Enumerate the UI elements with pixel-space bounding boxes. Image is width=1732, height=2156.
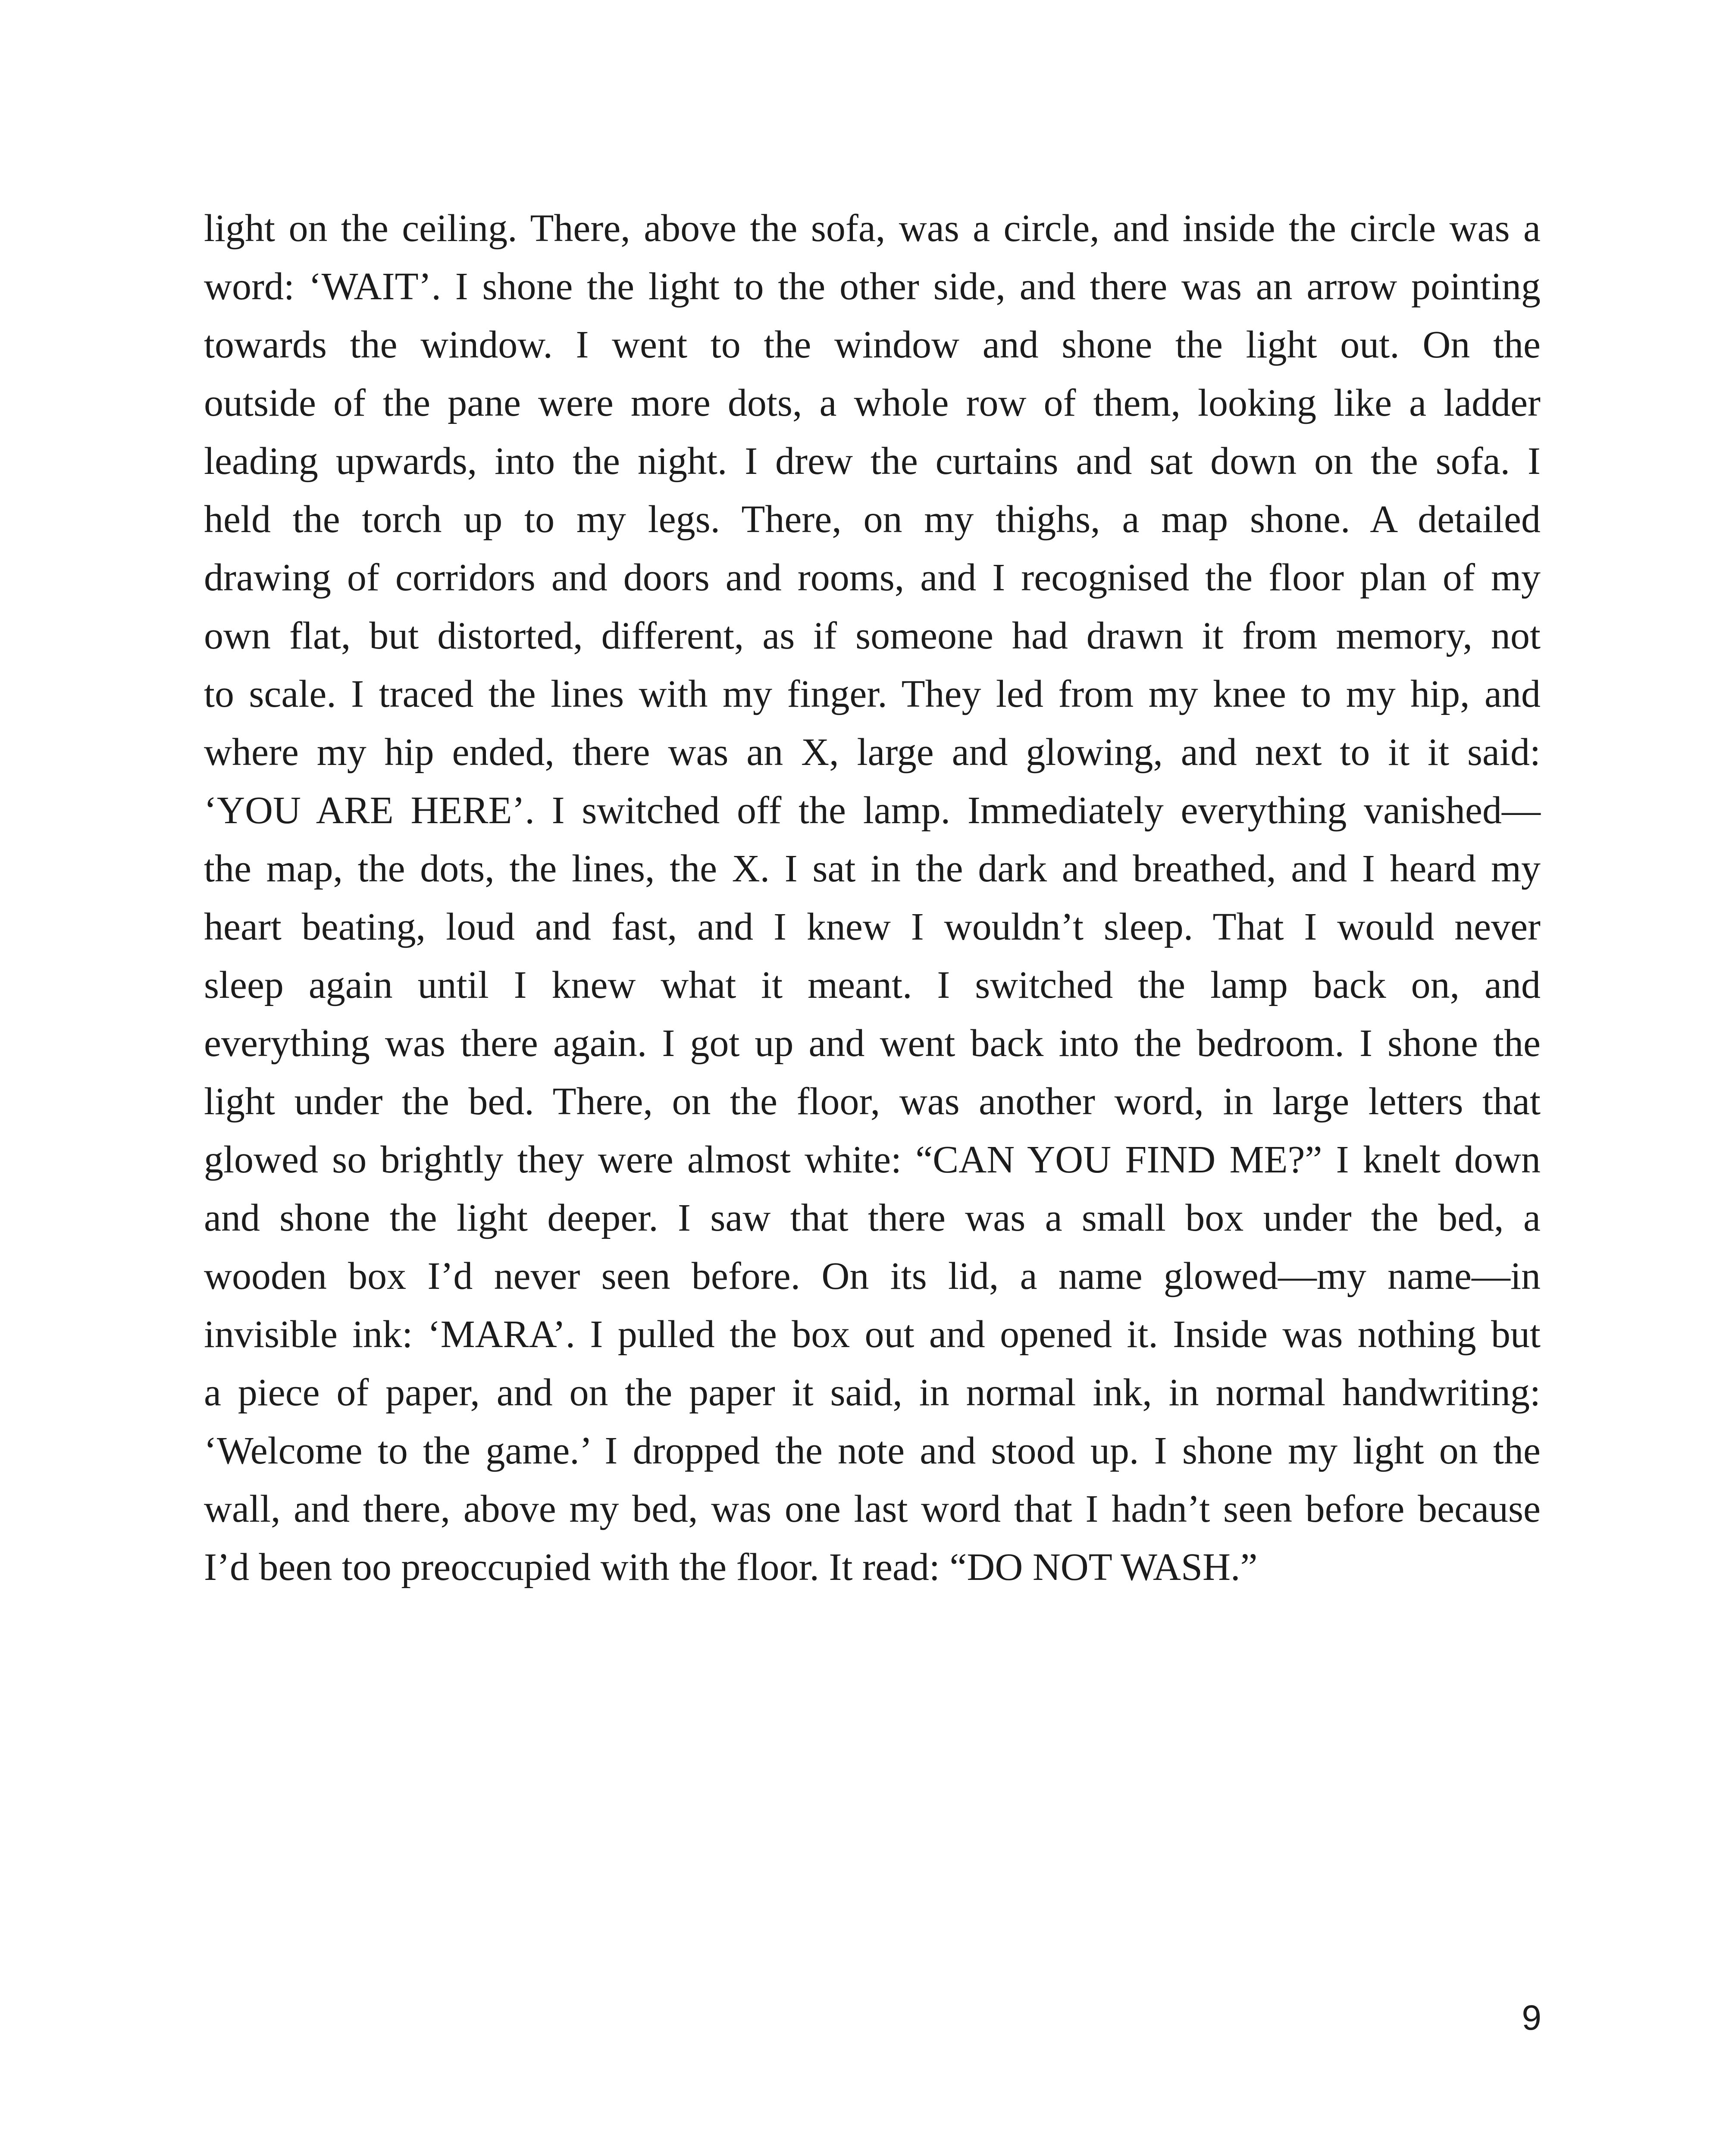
text-line: drawing of corridors and doors and rooms, and I recognised the floor plan of my [204,556,1541,599]
text-line: invisible ink: ‘MARA’. I pulled the box out and opened it. Inside was nothing but [204,1313,1541,1356]
text-line-last: I’d been too preoccupied with the floor. It read: “DO NOT WASH.” [204,1546,1258,1589]
text-line: wall, and there, above my bed, was one last word that I hadn’t seen before because [204,1488,1541,1530]
text-line: light on the ceiling. There, above the sofa, was a circle, and inside the circle was a [204,207,1541,250]
text-line: and shone the light deeper. I saw that there was a small box under the bed, a [204,1197,1541,1239]
body-paragraph [204,199,1541,1596]
text-line: word: ‘WAIT’. I shone the light to the other side, and there was an arrow pointing [204,265,1541,308]
text-line: where my hip ended, there was an X, large and glowing, and next to it it said: [204,731,1541,774]
text-line: wooden box I’d never seen before. On its lid, a name glowed—my name—in [204,1255,1541,1297]
text-line: heart beating, loud and fast, and I knew I wouldn’t sleep. That I would never [204,906,1541,948]
text-line: light under the bed. There, on the floor, was another word, in large letters that [204,1080,1541,1123]
text-line: ‘YOU ARE HERE’. I switched off the lamp. Immediately everything vanished— [204,789,1541,832]
text-line: own flat, but distorted, different, as if someone had drawn it from memory, not [204,614,1541,657]
text-line: leading upwards, into the night. I drew the curtains and sat down on the sofa. I [204,440,1541,483]
text-line: a piece of paper, and on the paper it said, in normal ink, in normal handwriting: [204,1371,1541,1414]
page-number: 9 [1522,1998,1541,2037]
text-line: glowed so brightly they were almost white: “CAN YOU FIND ME?” I knelt down [204,1138,1541,1181]
text-line: held the torch up to my legs. There, on my thighs, a map shone. A detailed [204,498,1541,541]
text-line: towards the window. I went to the window and shone the light out. On the [204,323,1541,366]
text-line: everything was there again. I got up and went back into the bedroom. I shone the [204,1022,1541,1065]
text-line: to scale. I traced the lines with my finger. They led from my knee to my hip, and [204,673,1541,715]
text-line: ‘Welcome to the game.’ I dropped the note and stood up. I shone my light on the [204,1429,1541,1472]
text-line: the map, the dots, the lines, the X. I sat in the dark and breathed, and I heard my [204,847,1541,890]
text-line: sleep again until I knew what it meant. I switched the lamp back on, and [204,964,1541,1006]
text-line: outside of the pane were more dots, a whole row of them, looking like a ladder [204,382,1541,424]
